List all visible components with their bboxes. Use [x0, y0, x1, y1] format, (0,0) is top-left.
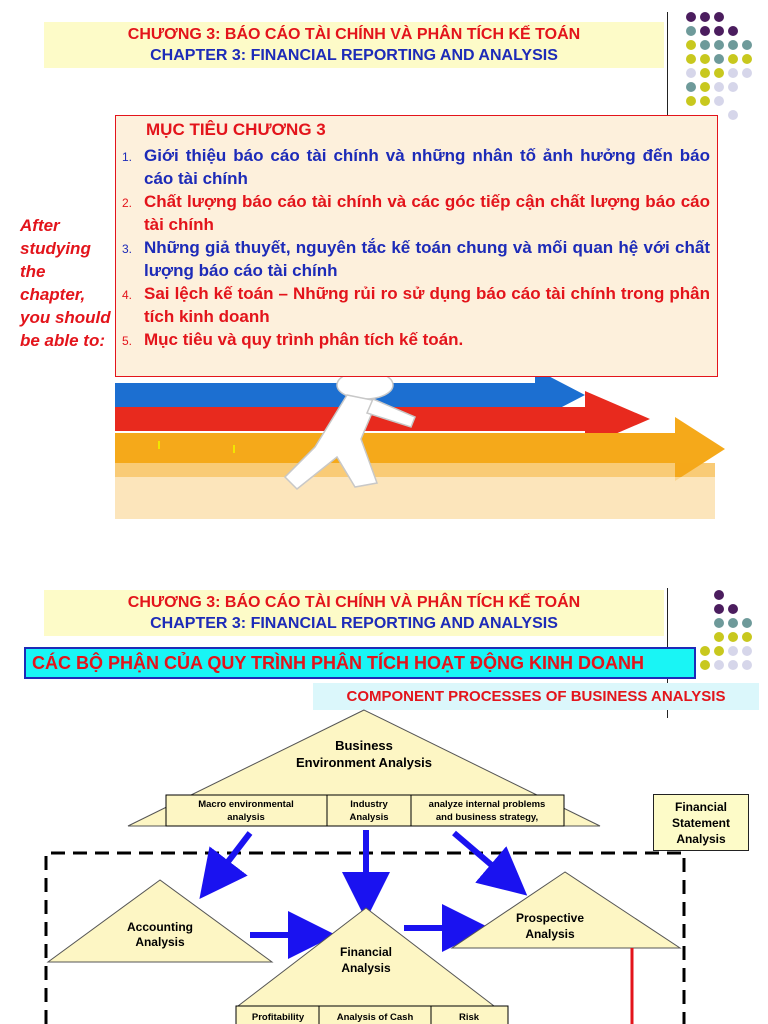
- prospective-label-2: Analysis: [525, 927, 575, 941]
- title-vietnamese: CHƯƠNG 3: BÁO CÁO TÀI CHÍNH VÀ PHÂN TÍCH KẾ TOÁN: [127, 26, 581, 43]
- arrow-to-prospective: [454, 833, 509, 880]
- objectives-box: [115, 115, 718, 377]
- side-note: After studying the chapter, you should be able to:: [20, 216, 111, 350]
- prospective-label-1: Prospective: [515, 911, 585, 925]
- slide-1-title: [44, 22, 664, 68]
- cash-analysis-label: Analysis of Cash: [336, 1012, 414, 1023]
- business-analysis-diagram: [0, 700, 768, 1024]
- objective-text: Sai lệch kế toán – Những rủi ro sử dụng báo cáo tài chính trong phân tích kinh doanh: [144, 284, 710, 326]
- section-title: CÁC BỘ PHẬN CỦA QUY TRÌNH PHÂN TÍCH HOẠT ĐỘNG KINH DOANH: [24, 647, 696, 679]
- arrow-to-accounting: [214, 833, 250, 880]
- fsa-label-2: Statement: [671, 816, 730, 830]
- financial-label-2: Analysis: [341, 961, 391, 975]
- internal-label-2: and business strategy,: [435, 812, 539, 823]
- financial-label-1: Financial: [339, 945, 393, 959]
- risk-label: Risk: [458, 1012, 480, 1023]
- objective-number: 4.: [122, 288, 133, 302]
- financial-statement-analysis-box: [653, 794, 749, 851]
- objective-text: Những giả thuyết, nguyên tắc kế toán chung và mối quan hệ với chất lượng báo cáo tài chính: [144, 238, 710, 280]
- business-env-label-1: Business: [335, 738, 393, 753]
- business-env-label-2: Environment Analysis: [295, 755, 433, 770]
- objective-text: Giới thiệu báo cáo tài chính và những nhân tố ảnh hưởng đến báo cáo tài chính: [144, 146, 710, 188]
- divider-line: [667, 12, 668, 120]
- section-subtitle: COMPONENT PROCESSES OF BUSINESS ANALYSIS: [313, 683, 759, 710]
- accounting-label-2: Analysis: [135, 935, 185, 949]
- objective-number: 1.: [122, 150, 133, 164]
- objective-number: 3.: [122, 242, 133, 256]
- profitability-label: Profitability: [251, 1012, 305, 1023]
- title-vietnamese: CHƯƠNG 3: BÁO CÁO TÀI CHÍNH VÀ PHÂN TÍCH KẾ TOÁN: [127, 594, 581, 611]
- objective-item: [122, 144, 710, 190]
- objective-number: 2.: [122, 196, 133, 210]
- title-english: CHAPTER 3: FINANCIAL REPORTING AND ANALYSIS: [150, 47, 558, 64]
- industry-label-1: Industry: [350, 799, 388, 810]
- fsa-label-1: Financial: [674, 800, 727, 814]
- objective-item: [122, 236, 710, 282]
- objective-item: [122, 328, 710, 353]
- objective-item: [122, 190, 710, 236]
- industry-label-2: Analysis: [349, 812, 389, 823]
- macro-label-2: analysis: [227, 812, 265, 823]
- objective-number: 5.: [122, 334, 133, 348]
- title-english: CHAPTER 3: FINANCIAL REPORTING AND ANALYSIS: [150, 615, 558, 632]
- objective-item: [122, 282, 710, 328]
- internal-label-1: analyze internal problems: [428, 799, 546, 810]
- slide-2-title: [44, 590, 664, 636]
- macro-label-1: Macro environmental: [198, 799, 294, 810]
- objectives-heading: MỤC TIÊU CHƯƠNG 3: [146, 120, 326, 139]
- accounting-label-1: Accounting: [127, 920, 193, 934]
- objectives-list: [122, 144, 710, 353]
- objective-text: Mục tiêu và quy trình phân tích kế toán.: [144, 330, 464, 349]
- fsa-label-3: Analysis: [676, 832, 726, 846]
- running-figure-arrows-image: [115, 377, 725, 519]
- objective-text: Chất lượng báo cáo tài chính và các góc tiếp cận chất lượng báo cáo tài chính: [144, 192, 710, 234]
